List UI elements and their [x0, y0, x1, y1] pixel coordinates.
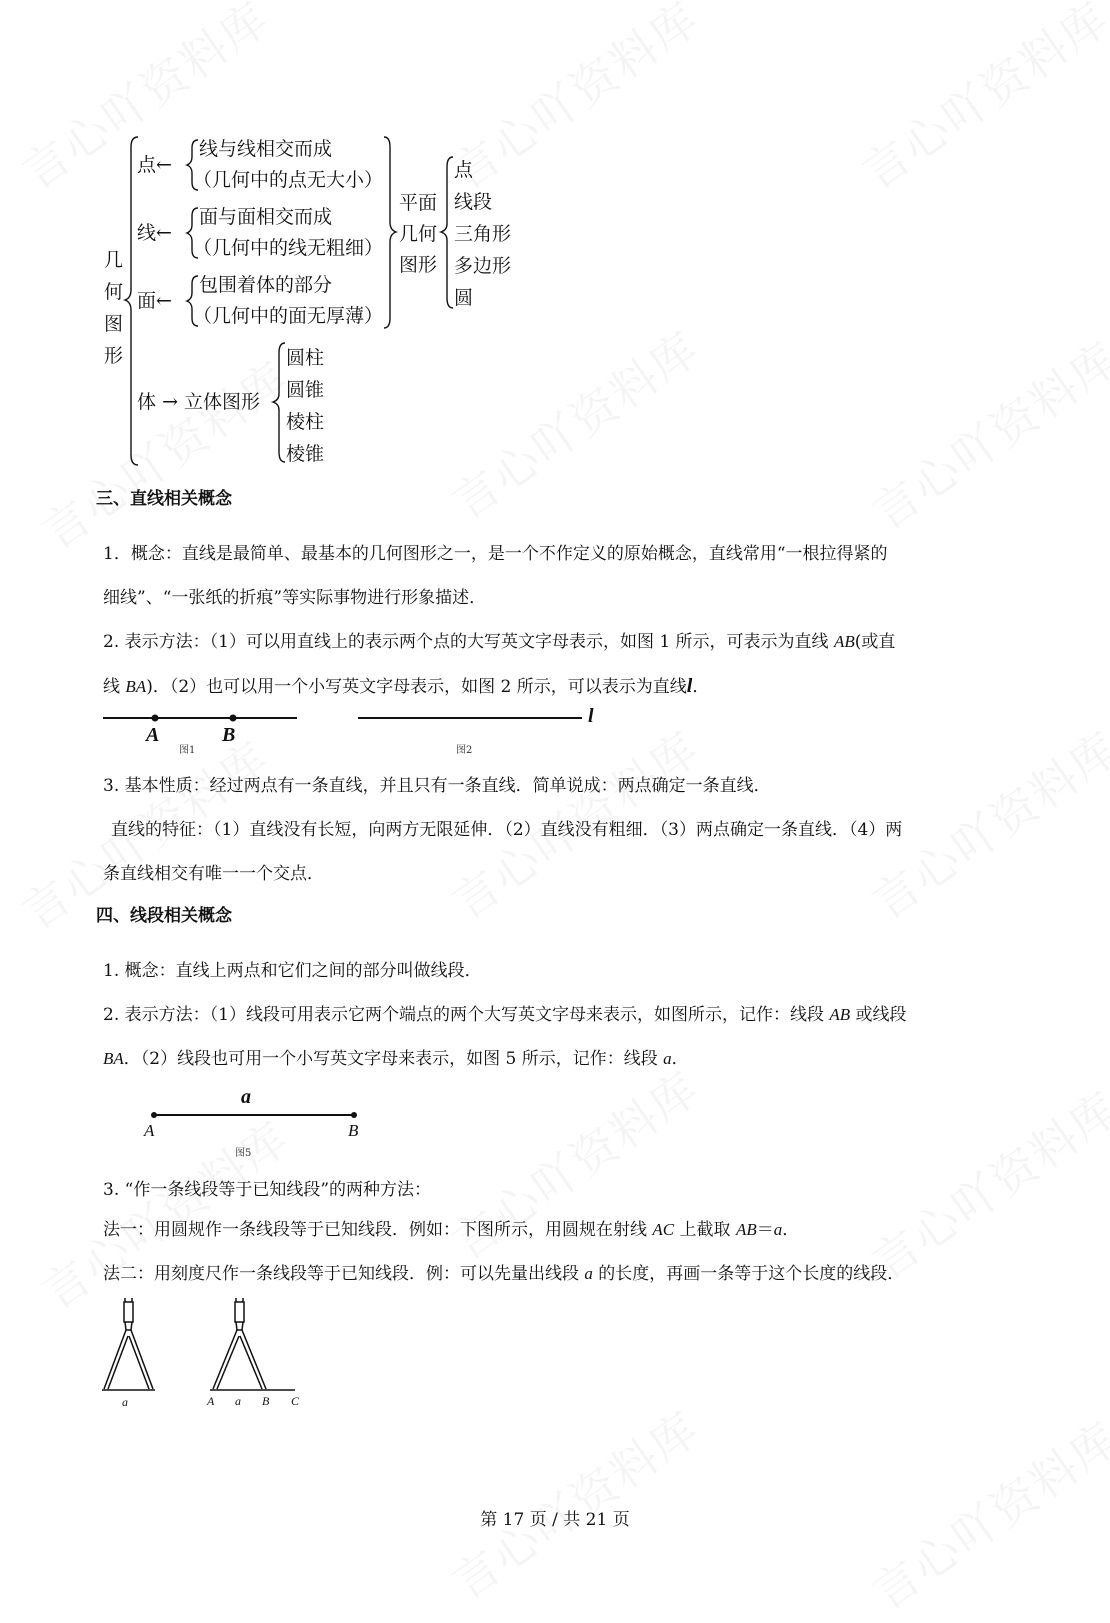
line-note: （几何中的线无粗细）: [193, 237, 384, 259]
solid-item: 棱锥: [286, 443, 325, 465]
page-footer: 第 17 页 / 共 21 页: [480, 1510, 630, 1530]
fig1-label-b: B: [222, 724, 236, 746]
point-def: 线与线相交而成: [199, 138, 333, 160]
section3-p4-line2: 条直线相交有唯一一个交点．: [103, 864, 324, 884]
section4-p2-line1: 2. 表示方法：（1）线段可用表示它两个端点的两个大写英文字母来表示，如图所示，记作：线段 AB 或线段: [103, 1005, 907, 1025]
fig1-caption: 图1: [179, 745, 196, 756]
plane-label: 平面 几何 图形: [399, 192, 438, 276]
fig5-label-a: A: [144, 1121, 155, 1140]
compass-right: [210, 1298, 295, 1390]
solid-item: 圆柱: [286, 347, 325, 369]
surface-def: 包围着体的部分: [199, 274, 333, 296]
plane-item: 三角形: [454, 223, 512, 245]
plane-item: 多边形: [454, 255, 512, 277]
section3-heading: 三、直线相关概念: [96, 489, 232, 509]
section3-p4-line1: 直线的特征：（1）直线没有长短，向两方无限延伸．（2）直线没有粗细．（3）两点确定一条直线．（4）两: [111, 820, 903, 840]
section4-p1: 1. 概念：直线上两点和它们之间的部分叫做线段．: [103, 961, 482, 981]
plane-item: 点: [454, 159, 474, 181]
plane-item: 线段: [454, 191, 493, 213]
watermark: [437, 1393, 711, 1612]
fig5-label-a-lower: a: [241, 1086, 251, 1108]
section4-p2-line2: BA．（2）线段也可用一个小写英文字母来表示，如图 5 所示，记作：线段 a．: [103, 1049, 689, 1069]
method-1: 法一：用圆规作一条线段等于已知线段．例如：下图所示，用圆规在射线 AC 上截取 AB＝a．: [103, 1220, 800, 1240]
fig2-caption: 图2: [456, 745, 473, 756]
fig2-label-l: l: [588, 705, 594, 727]
surface-label: 面←: [137, 290, 172, 312]
section4-p3: 3. “作一条线段等于已知线段”的两种方法：: [103, 1180, 432, 1200]
compass-label-A: A: [207, 1394, 215, 1408]
section3-p3: 3. 基本性质：经过两点有一条直线，并且只有一条直线．简单说成：两点确定一条直线．: [103, 776, 771, 796]
point-note: （几何中的点无大小）: [193, 169, 384, 191]
section4-heading: 四、线段相关概念: [96, 906, 232, 926]
tree-root: 几 何 图 形: [104, 249, 124, 367]
surface-note: （几何中的面无厚薄）: [193, 305, 384, 327]
fig5-caption: 图5: [235, 1148, 252, 1159]
section3-p2-line1: 2. 表示方法：（1）可以用直线上的表示两个点的大写英文字母表示，如图 1 所示，可表示为直线 AB(或直: [103, 632, 896, 652]
compass-label-a1: a: [122, 1395, 128, 1409]
solid-item: 圆锥: [286, 379, 325, 401]
compass-left: [102, 1298, 155, 1390]
line-def: 面与面相交而成: [199, 206, 333, 228]
body-label: 体 → 立体图形: [137, 391, 261, 413]
compass-label-B: B: [262, 1394, 270, 1408]
plane-item: 圆: [454, 287, 474, 309]
fig5-label-b: B: [348, 1121, 359, 1140]
section3-p2-line2: 线 BA)．（2）也可以用一个小写英文字母表示，如图 2 所示，可以表示为直线l．: [103, 675, 710, 697]
solid-item: 棱柱: [286, 411, 325, 433]
section3-p1-line2: 细线”、“一张纸的折痕”等实际事物进行形象描述．: [103, 588, 487, 608]
method-2: 法二：用刻度尺作一条线段等于已知线段．例：可以先量出线段 a 的长度，再画一条等于这个长度的线段．: [103, 1264, 905, 1284]
compass-label-a2: a: [235, 1394, 241, 1408]
fig1-label-a: A: [146, 724, 160, 746]
point-label: 点←: [137, 154, 172, 176]
compass-label-C: C: [291, 1394, 300, 1408]
section3-p1-line1: 1．概念：直线是最简单、最基本的几何图形之一，是一个不作定义的原始概念，直线常用“一根拉得紧的: [103, 544, 888, 564]
line-label: 线←: [137, 222, 172, 244]
